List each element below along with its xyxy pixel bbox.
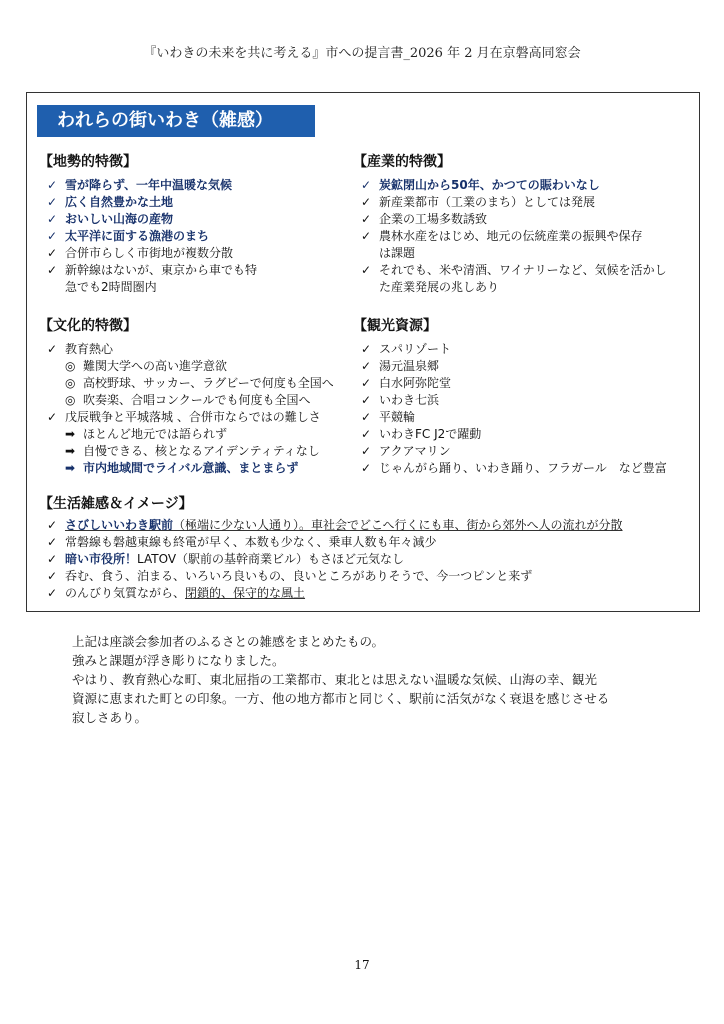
check-icon: ✓ (361, 393, 372, 407)
list-item: ◎ 難関大学への高い進学意欲 (65, 359, 228, 373)
document-header: 『いわきの未来を共に考える』市への提言書_2026 年 2 月在京磐高同窓会 (143, 46, 581, 61)
check-icon: ✓ (361, 263, 372, 277)
summary-box (26, 92, 700, 612)
list-item: ✓ 湯元温泉郷 (361, 359, 440, 373)
list-item: ✓ のんびり気質ながら、閉鎖的、保守的な風土 (47, 586, 306, 600)
list-item: ✓ いわき七浜 (361, 393, 440, 407)
check-icon: ✓ (47, 552, 58, 566)
paragraph-line: 強みと課題が浮き彫りになりました。 (72, 653, 285, 668)
list-item: ✓ 常磐線も磐越東線も終電が早く、本数も少なく、乗車人数も年々減少 (47, 535, 437, 549)
check-icon: ✓ (47, 246, 58, 260)
list-item: ✓ 暗い市役所！LATOV（駅前の基幹商業ビル）もさほど元気なし (47, 552, 405, 566)
check-icon: ✓ (361, 178, 372, 192)
page-number: 17 (354, 958, 370, 972)
arrow-right-icon: ➡ (65, 461, 76, 475)
check-icon: ✓ (47, 535, 58, 549)
industry-title: 【産業的特徴】 (353, 154, 451, 170)
list-item: ✓ 企業の工場多数誘致 (361, 212, 488, 226)
check-icon: ✓ (47, 229, 58, 243)
list-item: ✓ じゃんがら踊り、いわき踊り、フラガール など豊富 (361, 461, 667, 475)
list-item: ✓ 新産業都市（工業のまち）としては発展 (361, 195, 596, 209)
geo-list (47, 177, 257, 296)
check-icon: ✓ (361, 342, 372, 356)
list-item: ✓ アクアマリン (361, 444, 451, 458)
bullet-icon: ◎ (65, 359, 76, 373)
check-icon: ✓ (47, 586, 58, 600)
paragraph-line: 寂しさあり。 (72, 710, 148, 725)
list-item: ✓ 戊辰戦争と平城落城 、合併市ならではの難しさ (47, 410, 321, 424)
list-item: ✓ 農林水産をはじめ、地元の伝統産業の振興や保存 (361, 229, 643, 243)
check-icon: ✓ (361, 359, 372, 373)
check-icon: ✓ (361, 212, 372, 226)
list-item: ✓ 雪が降らず、一年中温暖な気候 (47, 178, 233, 192)
list-item: ✓ 合併市らしく市街地が複数分散 (47, 246, 234, 260)
check-icon: ✓ (361, 444, 372, 458)
check-icon: ✓ (361, 410, 372, 424)
list-item: は課題 (379, 246, 416, 260)
list-item: ✓ 広く自然豊かな土地 (47, 195, 174, 209)
list-item: ✓ 呑む、食う、泊まる、いろいろ良いもの、良いところがありそうで、今一つピンと来ず (47, 569, 533, 583)
list-item: ◎ 高校野球、サッカー、ラグビーで何度も全国へ (65, 376, 334, 390)
check-icon: ✓ (47, 410, 58, 424)
list-item: ✓ さびしいいわき駅前（極端に少ない人通り）。車社会でどこへ行くにも車、街から郊外へ人の流れが分散 (47, 518, 623, 532)
tourism-list (361, 341, 667, 477)
check-icon: ✓ (47, 212, 58, 226)
paragraph-line: 上記は座談会参加者のふるさとの雑感をまとめたもの。 (72, 634, 385, 649)
list-item: ✓ 新幹線はないが、東京から車でも特 (47, 263, 258, 277)
paragraph-line: 資源に恵まれた町との印象。一方、他の地方都市と同じく、駅前に活気がなく衰退を感じさせる (72, 691, 610, 706)
industry-list (361, 177, 667, 296)
list-item: ➡ 自慢できる、核となるアイデンティティなし (65, 444, 320, 458)
bullet-icon: ◎ (65, 376, 76, 390)
check-icon: ✓ (47, 263, 58, 277)
section-banner: われらの街いわき（雑感） (37, 105, 315, 137)
check-icon: ✓ (361, 229, 372, 243)
check-icon: ✓ (47, 178, 58, 192)
check-icon: ✓ (361, 195, 372, 209)
arrow-right-icon: ➡ (65, 444, 76, 458)
paragraph-line: やはり、教育熱心な町、東北屈指の工業都市、東北とは思えない温暖な気候、山海の幸、観光 (72, 672, 598, 687)
life-title: 【生活雑感＆イメージ】 (39, 496, 193, 512)
check-icon: ✓ (361, 427, 372, 441)
list-item: ✓ それでも、米や清酒、ワイナリーなど、気候を活かし (361, 263, 667, 277)
arrow-right-icon: ➡ (65, 427, 76, 441)
list-item: ✓ 太平洋に面する漁港のまち (47, 229, 210, 243)
summary-paragraph (72, 632, 672, 727)
tourism-title: 【観光資源】 (353, 318, 437, 334)
list-item: ➡ ほとんど地元では語られず (65, 427, 228, 441)
check-icon: ✓ (47, 342, 58, 356)
culture-title: 【文化的特徴】 (39, 318, 137, 334)
check-icon: ✓ (47, 569, 58, 583)
list-item: ✓ いわきFC J2で躍動 (361, 427, 482, 441)
list-item: ✓ スパリゾート (361, 342, 452, 356)
list-item: ✓ おいしい山海の産物 (47, 212, 174, 226)
culture-list (47, 341, 334, 477)
check-icon: ✓ (47, 518, 58, 532)
bullet-icon: ◎ (65, 393, 76, 407)
list-item: ✓ 白水阿弥陀堂 (361, 376, 452, 390)
list-item: ◎ 吹奏楽、合唱コンクールでも何度も全国へ (65, 393, 311, 407)
list-item: た産業発展の兆しあり (379, 280, 500, 294)
list-item: ➡ 市内地域間でライバル意識、まとまらず (65, 461, 299, 475)
geo-title: 【地勢的特徴】 (39, 154, 137, 170)
check-icon: ✓ (47, 195, 58, 209)
life-list (47, 517, 623, 602)
list-item: ✓ 炭鉱閉山から50年、かつての賑わいなし (361, 178, 600, 192)
check-icon: ✓ (361, 461, 372, 475)
check-icon: ✓ (361, 376, 372, 390)
list-item: 急でも2時間圏内 (65, 280, 157, 294)
list-item: ✓ 平競輪 (361, 410, 416, 424)
list-item: ✓ 教育熱心 (47, 342, 114, 356)
